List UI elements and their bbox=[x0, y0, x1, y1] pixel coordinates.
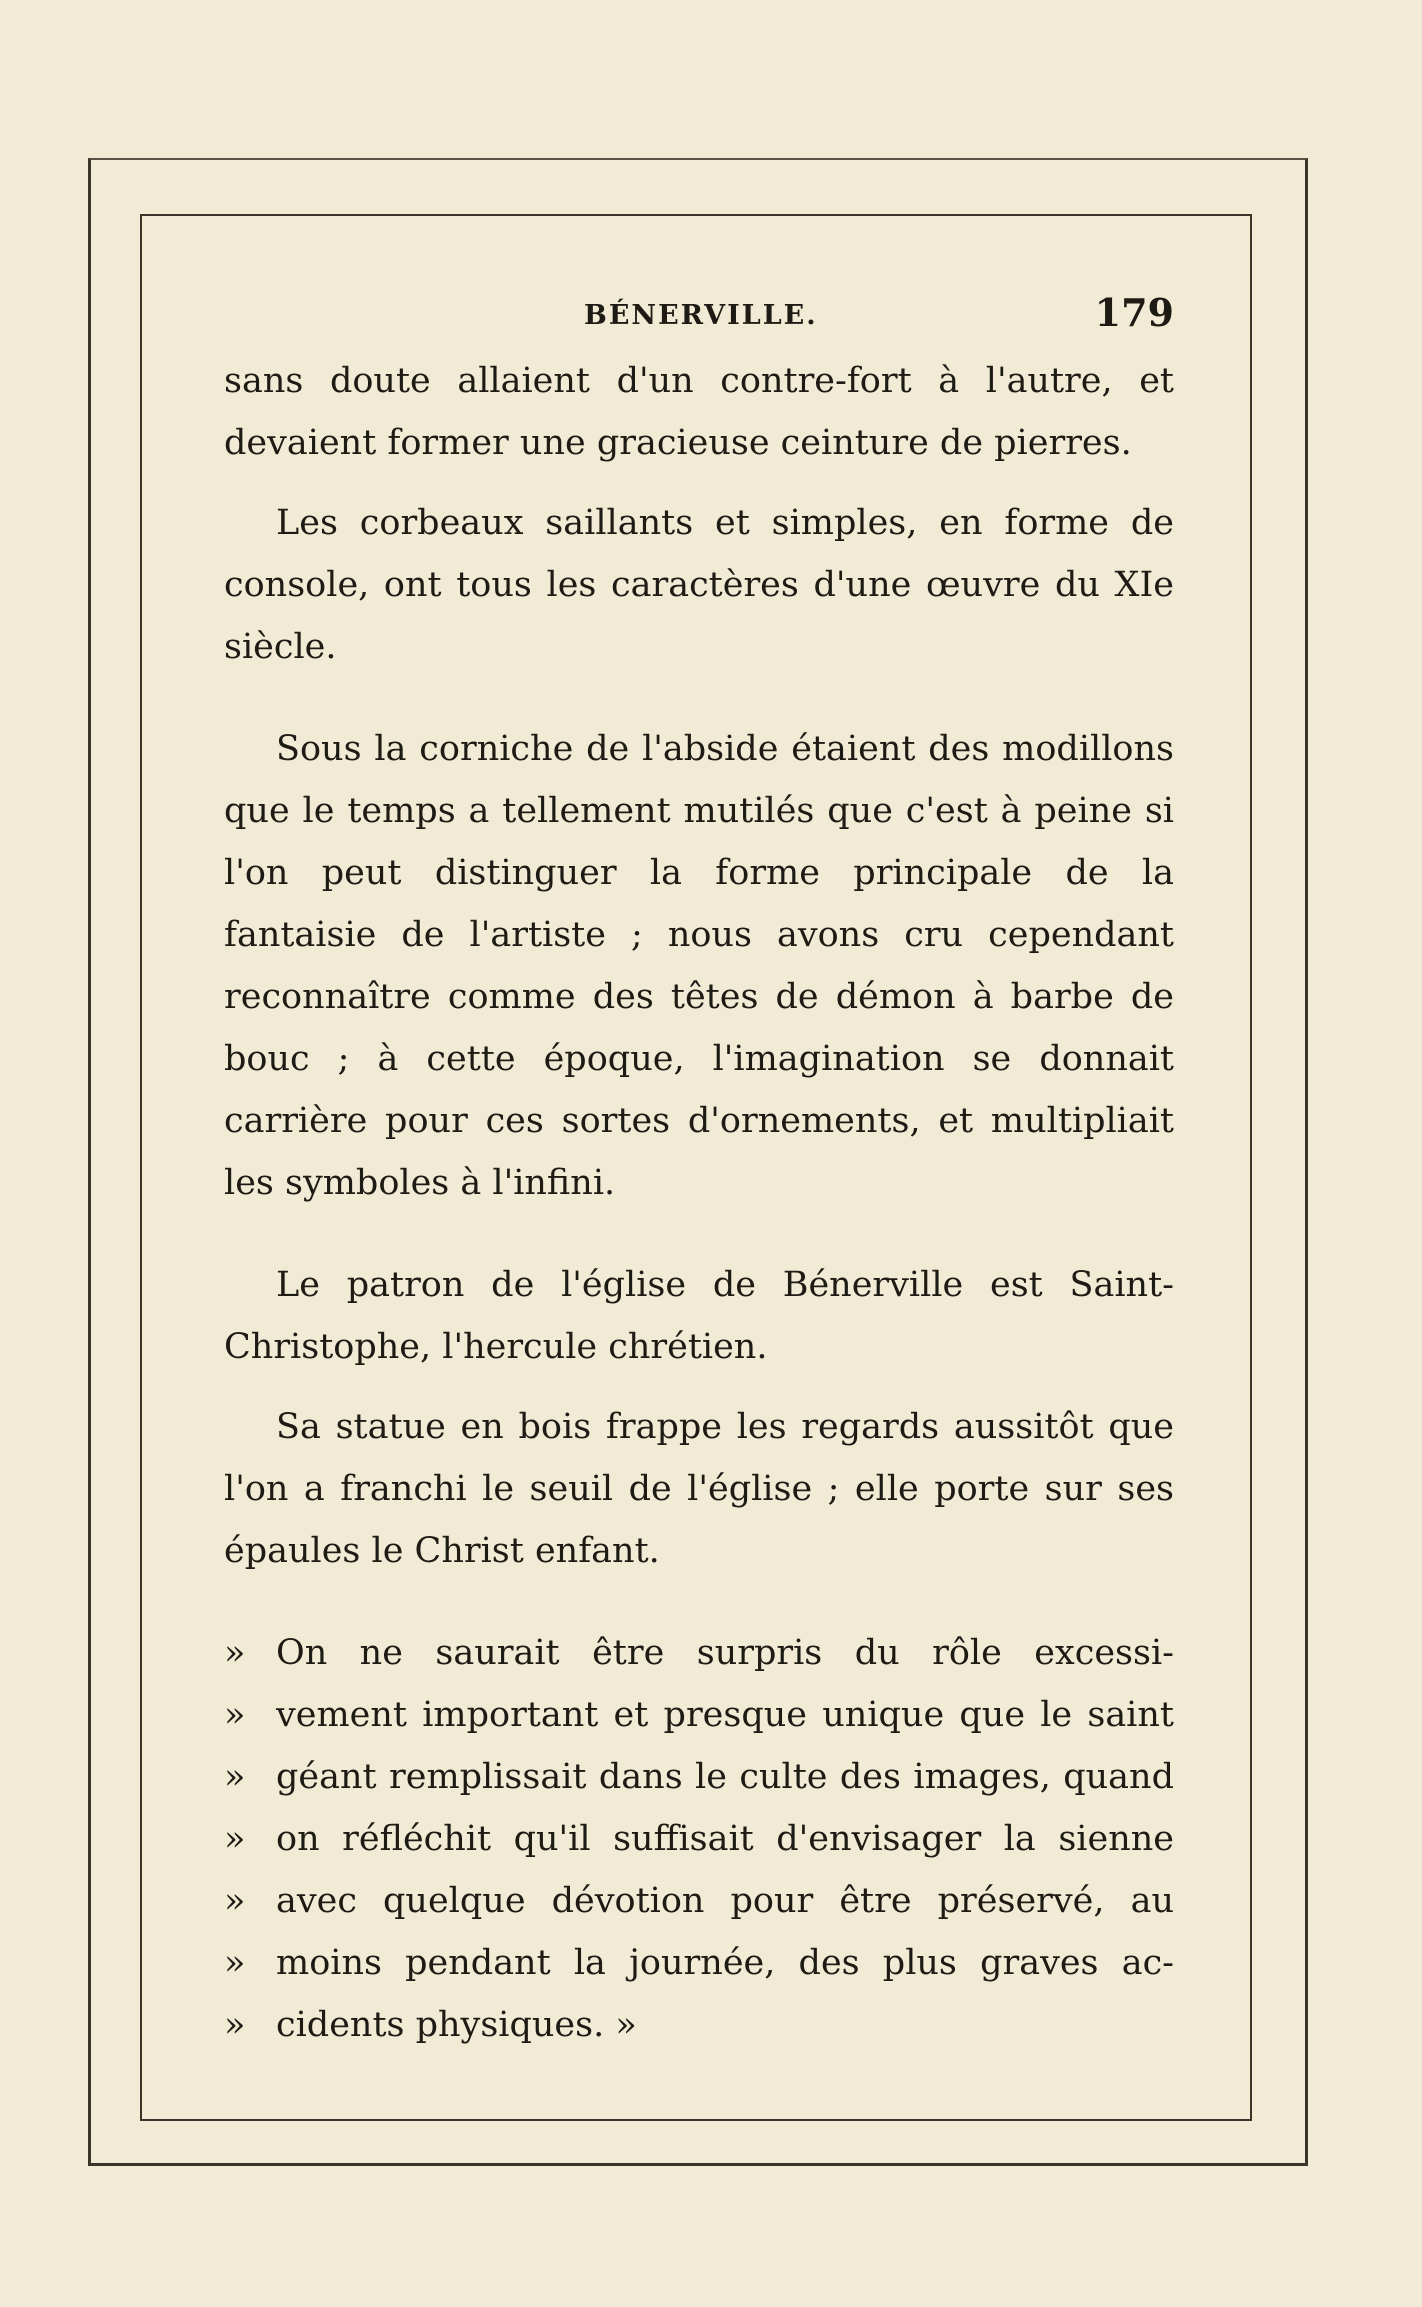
quotation-block bbox=[224, 1622, 1174, 2056]
quote-mark: » bbox=[224, 2005, 246, 2045]
quote-mark: » bbox=[224, 1943, 246, 1983]
quote-line-text: On ne saurait être surpris du rôle excessi- bbox=[276, 1633, 1174, 1673]
quote-mark: » bbox=[224, 1819, 246, 1859]
quote-line-text: moins pendant la journée, des plus graves ac- bbox=[276, 1943, 1174, 1983]
quote-mark: » bbox=[224, 1881, 246, 1921]
quote-mark: » bbox=[224, 1757, 246, 1797]
page-text-block bbox=[224, 290, 1174, 2050]
running-head bbox=[224, 290, 1174, 350]
quote-mark: » bbox=[224, 1633, 246, 1673]
quote-line bbox=[224, 1746, 1174, 1808]
quote-line-text: vement important et presque unique que le saint bbox=[276, 1695, 1174, 1735]
quote-line-text: avec quelque dévotion pour être préservé, au bbox=[276, 1881, 1174, 1921]
paragraph-continuation: sans doute allaient d'un contre-fort à l'autre, et devaient former une gracieuse ceinture de pierres. bbox=[224, 361, 1174, 463]
quote-line bbox=[224, 1994, 1174, 2056]
quote-mark: » bbox=[224, 1695, 246, 1735]
quote-line bbox=[224, 1870, 1174, 1932]
paragraph-statue: Sa statue en bois frappe les regards aussitôt que l'on a franchi le seuil de l'église ; elle porte sur ses épaules le Christ enfant. bbox=[224, 1407, 1174, 1571]
paragraph-corbeaux: Les corbeaux saillants et simples, en forme de console, ont tous les caractères d'une œuvre du XIe siècle. bbox=[224, 503, 1174, 667]
quote-line bbox=[224, 1684, 1174, 1746]
quote-line-text: on réfléchit qu'il suffisait d'envisager la sienne bbox=[276, 1819, 1174, 1859]
quote-line bbox=[224, 1622, 1174, 1684]
quote-line-text: cidents physiques. » bbox=[276, 2005, 637, 2045]
quote-line bbox=[224, 1932, 1174, 1994]
page-number: 179 bbox=[1094, 290, 1174, 335]
running-title: BÉNERVILLE. bbox=[584, 300, 818, 331]
quote-line-text: géant remplissait dans le culte des images, quand bbox=[276, 1757, 1174, 1797]
quote-line bbox=[224, 1808, 1174, 1870]
paragraph-corniche: Sous la corniche de l'abside étaient des modillons que le temps a tellement mutilés que c'est à peine si l'on peut distinguer la forme principale de la fantaisie de l'artiste ; nous avons cru cependant reconnaître comme des têtes de démon à barbe de bouc ; à cette époque, l'imagination se donnait carrière pour ces sortes d'ornements, et multipliait les symboles à l'infini. bbox=[224, 729, 1174, 1203]
paragraph-patron: Le patron de l'église de Bénerville est Saint-Christophe, l'hercule chrétien. bbox=[224, 1265, 1174, 1367]
